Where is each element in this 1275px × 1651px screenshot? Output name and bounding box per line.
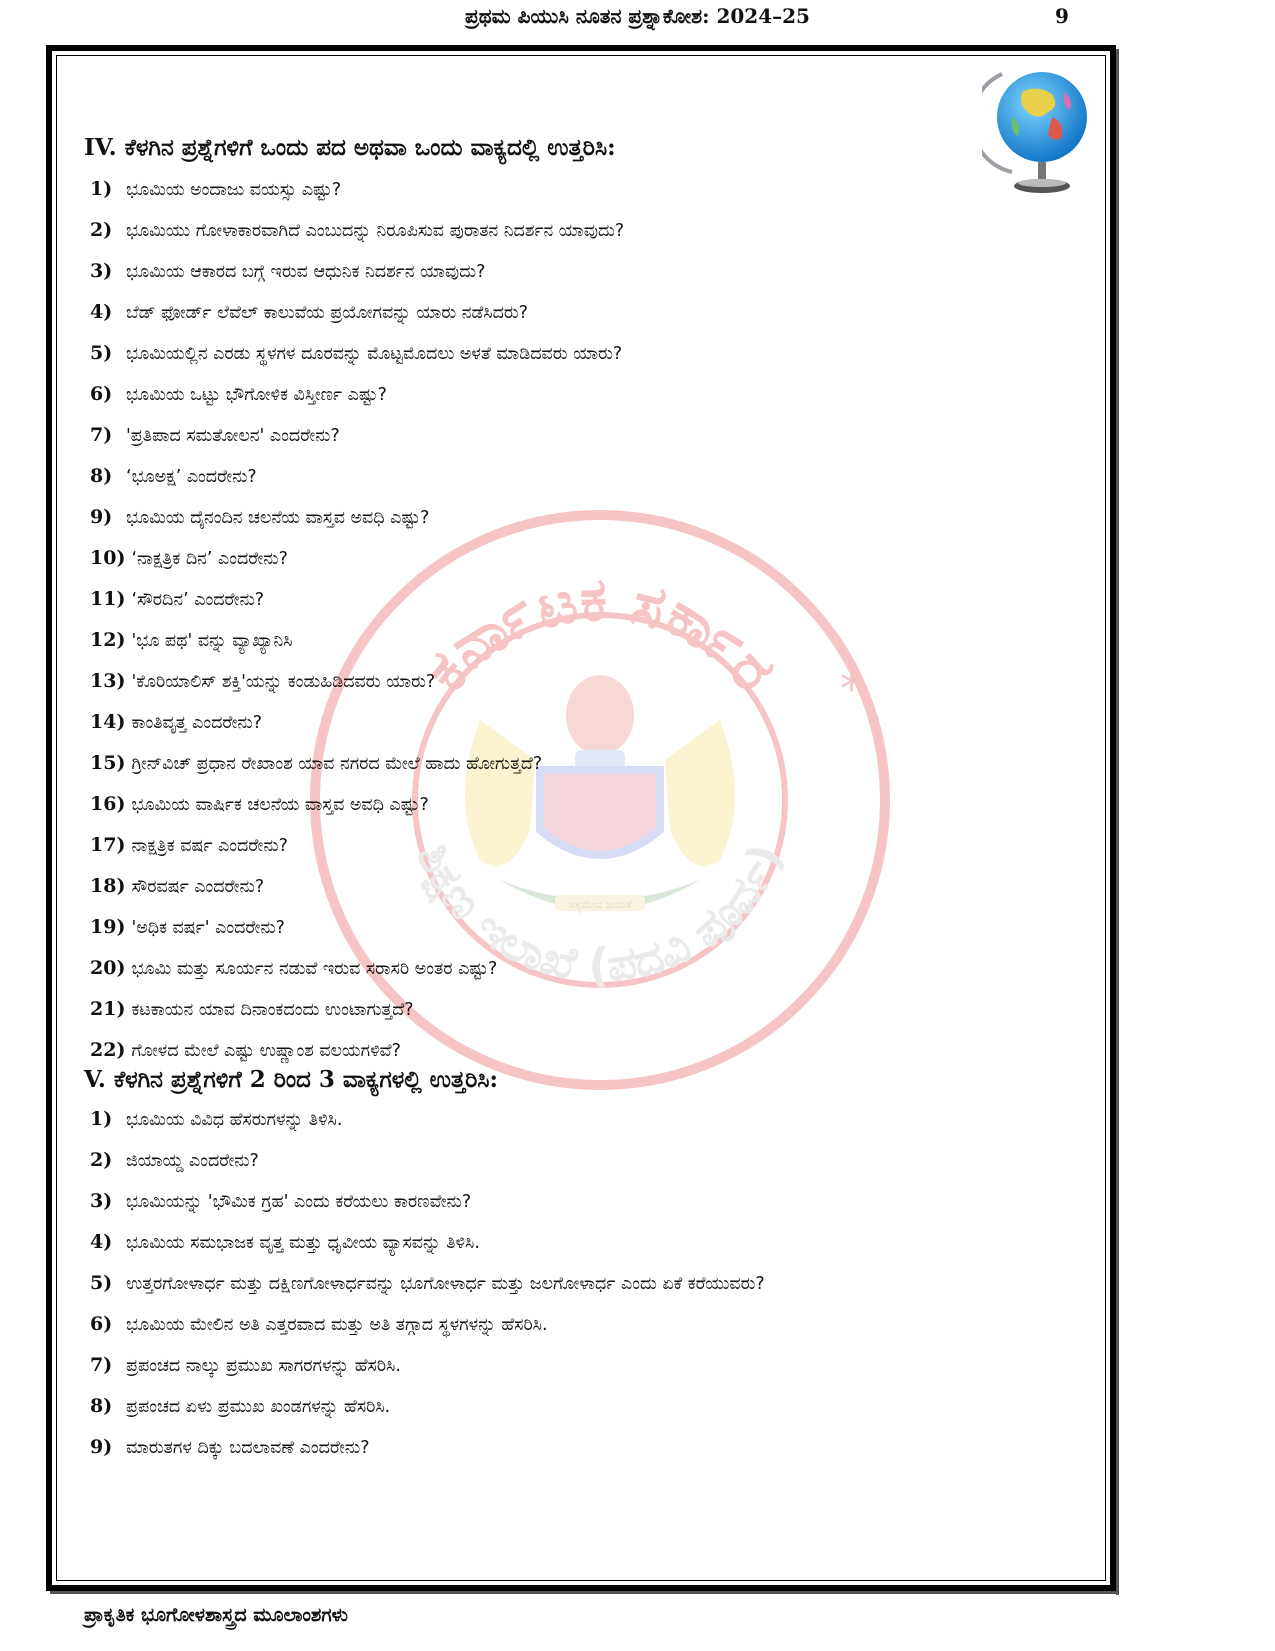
question-item (90, 875, 624, 916)
question-number: 21) (90, 998, 126, 1020)
question-text: 'ಭೂ ಪಥ' ವನ್ನು ವ್ಯಾಖ್ಯಾನಿಸಿ (131, 631, 293, 651)
question-number: 14) (90, 711, 126, 733)
question-number: 6) (90, 383, 113, 405)
question-number: 7) (90, 424, 113, 446)
question-item (90, 1190, 765, 1231)
section-iv-question-list (90, 178, 624, 1080)
question-text: ಜಿಯಾಯ್ಡ ಎಂದರೇನು? (126, 1151, 259, 1171)
question-item (90, 178, 624, 219)
question-item (90, 424, 624, 465)
question-item (90, 793, 624, 834)
question-item (90, 1272, 765, 1313)
question-item (90, 1108, 765, 1149)
question-item (90, 219, 624, 260)
question-text: ಭೂಮಿಯ ವಿವಿಧ ಹೆಸರುಗಳನ್ನು ತಿಳಿಸಿ. (126, 1110, 343, 1130)
section-v-question-list (90, 1108, 765, 1477)
question-text: ಬೆಡ್ ಫೋರ್ಡ್ ಲೆವೆಲ್ ಕಾಲುವೆಯ ಪ್ರಯೋಗವನ್ನು ಯಾರು ನಡೆಸಿದರು? (126, 303, 529, 323)
question-text: ಭೂಮಿಯ ಆಕಾರದ ಬಗ್ಗೆ ಇರುವ ಆಧುನಿಕ ನಿದರ್ಶನ ಯಾವುದು? (126, 262, 486, 282)
question-number: 3) (90, 260, 113, 282)
question-text: ಸೌರವರ್ಷ ಎಂದರೇನು? (131, 877, 265, 897)
question-item (90, 998, 624, 1039)
question-text: ಭೂಮಿಯ ಸಮಭಾಜಕ ವೃತ್ತ ಮತ್ತು ಧೃವೀಯ ವ್ಯಾಸವನ್ನು ತಿಳಿಸಿ. (126, 1233, 480, 1253)
question-item (90, 465, 624, 506)
question-number: 2) (90, 1149, 113, 1171)
question-number: 9) (90, 1436, 113, 1458)
question-number: 2) (90, 219, 113, 241)
question-item (90, 1313, 765, 1354)
section-v-heading: V. ಕೆಳಗಿನ ಪ್ರಶ್ನೆಗಳಿಗೆ 2 ರಿಂದ 3 ವಾಕ್ಯಗಳಲ್ಲಿ ಉತ್ತರಿಸಿ: (84, 1066, 498, 1093)
question-number: 4) (90, 1231, 113, 1253)
question-number: 9) (90, 506, 113, 528)
question-text: ಗ್ರೀನ್‌ವಿಚ್ ಪ್ರಧಾನ ರೇಖಾಂಶ ಯಾವ ನಗರದ ಮೇಲೆ ಹಾದು ಹೋಗುತ್ತದೆ? (131, 754, 543, 774)
question-item (90, 1395, 765, 1436)
question-number: 22) (90, 1039, 126, 1061)
question-item (90, 957, 624, 998)
question-number: 1) (90, 178, 113, 200)
question-text: ಭೂಮಿಯನ್ನು 'ಭೌಮಿಕ ಗ್ರಹ' ಎಂದು ಕರೆಯಲು ಕಾರಣವೇನು? (126, 1192, 472, 1212)
question-text: ಮಾರುತಗಳ ದಿಕ್ಕು ಬದಲಾವಣೆ ಎಂದರೇನು? (126, 1438, 370, 1458)
question-item (90, 342, 624, 383)
question-text: ನಾಕ್ಷತ್ರಿಕ ವರ್ಷ ಎಂದರೇನು? (131, 836, 288, 856)
question-text: ಉತ್ತರಗೋಳಾರ್ಧ ಮತ್ತು ದಕ್ಷಿಣಗೋಳಾರ್ಧವನ್ನು ಭೂಗೋಳಾರ್ಧ ಮತ್ತು ಜಲಗೋಳಾರ್ಧ ಎಂದು ಏಕೆ ಕರೆಯುವರು? (126, 1274, 765, 1294)
question-text: ಭೂಮಿಯು ಗೋಳಾಕಾರವಾಗಿದೆ ಎಂಬುದನ್ನು ನಿರೂಪಿಸುವ ಪುರಾತನ ನಿದರ್ಶನ ಯಾವುದು? (126, 221, 625, 241)
question-number: 15) (90, 752, 126, 774)
question-text: 'ಅಧಿಕ ವರ್ಷ' ಎಂದರೇನು? (131, 918, 285, 938)
question-number: 16) (90, 793, 126, 815)
question-item (90, 670, 624, 711)
question-number: 3) (90, 1190, 113, 1212)
question-number: 6) (90, 1313, 113, 1335)
question-number: 8) (90, 465, 113, 487)
question-number: 17) (90, 834, 126, 856)
question-item (90, 260, 624, 301)
question-text: ಭೂಮಿಯ ಅಂದಾಜು ವಯಸ್ಸು ಎಷ್ಟು? (126, 180, 342, 200)
question-text: 'ಪ್ರತಿಪಾದ ಸಮತೋಲನ' ಎಂದರೇನು? (126, 426, 340, 446)
question-item (90, 506, 624, 547)
question-text: ಭೂಮಿಯಲ್ಲಿನ ಎರಡು ಸ್ಥಳಗಳ ದೂರವನ್ನು ಮೊಟ್ಟಮೊದಲು ಅಳತೆ ಮಾಡಿದವರು ಯಾರು? (126, 344, 623, 364)
question-item (90, 834, 624, 875)
question-number: 12) (90, 629, 126, 651)
question-number: 1) (90, 1108, 113, 1130)
question-item (90, 588, 624, 629)
seal-bottom-lettering: ಶಿಕ್ಷಣ ಇಲಾಖೆ (ಪದವಿ ಪೂರ್ವ) (406, 835, 794, 993)
question-text: ಭೂಮಿಯ ದೈನಂದಿನ ಚಲನೆಯ ವಾಸ್ತವ ಅವಧಿ ಎಷ್ಟು? (126, 508, 430, 528)
globe-image (982, 62, 1100, 202)
question-number: 11) (90, 588, 126, 610)
seal-top-lettering: ಕರ್ನಾಟಕ ಸರ್ಕಾರ (410, 564, 789, 705)
question-text: ಭೂಮಿ ಮತ್ತು ಸೂರ್ಯನ ನಡುವೆ ಇರುವ ಸರಾಸರಿ ಅಂತರ ಎಷ್ಟು? (131, 959, 498, 979)
seal-motto: ಸತ್ಯಮೇವ ಜಯತೆ (568, 898, 632, 911)
question-number: 20) (90, 957, 126, 979)
question-text: ಕಾಂತಿವೃತ್ತ ಎಂದರೇನು? (131, 713, 262, 733)
question-text: ‘ಭೂಅಕ್ಷ’ ಎಂದರೇನು? (126, 467, 257, 487)
page-header-title: ಪ್ರಥಮ ಪಿಯುಸಿ ನೂತನ ಪ್ರಶ್ನಾಕೋಶ: 2024–25 (465, 4, 810, 28)
question-number: 13) (90, 670, 126, 692)
question-number: 19) (90, 916, 126, 938)
question-text: ಕಟಕಾಯನ ಯಾವ ದಿನಾಂಕದಂದು ಉಂಟಾಗುತ್ತದೆ? (131, 1000, 414, 1020)
question-item (90, 1436, 765, 1477)
question-number: 10) (90, 547, 126, 569)
section-iv-heading: IV. ಕೆಳಗಿನ ಪ್ರಶ್ನೆಗಳಿಗೆ ಒಂದು ಪದ ಅಥವಾ ಒಂದು ವಾಕ್ಯದಲ್ಲಿ ಉತ್ತರಿಸಿ: (84, 134, 616, 161)
question-text: ಪ್ರಪಂಚದ ಏಳು ಪ್ರಮುಖ ಖಂಡಗಳನ್ನು ಹೆಸರಿಸಿ. (126, 1397, 391, 1417)
page-number: 9 (1055, 4, 1069, 28)
question-text: ‘ಸೌರದಿನ’ ಎಂದರೇನು? (131, 590, 265, 610)
question-text: ‘ನಾಕ್ಷತ್ರಿಕ ದಿನ’ ಎಂದರೇನು? (131, 549, 288, 569)
question-item (90, 752, 624, 793)
question-number: 5) (90, 1272, 113, 1294)
question-text: ಗೋಳದ ಮೇಲೆ ಎಷ್ಟು ಉಷ್ಣಾಂಶ ವಲಯಗಳಿವೆ? (131, 1041, 401, 1061)
question-item (90, 629, 624, 670)
question-item (90, 547, 624, 588)
question-number: 5) (90, 342, 113, 364)
question-item (90, 383, 624, 424)
question-number: 4) (90, 301, 113, 323)
question-text: 'ಕೊರಿಯಾಲಿಸ್ ಶಕ್ತಿ'ಯನ್ನು ಕಂಡುಹಿಡಿದವರು ಯಾರು? (131, 672, 436, 692)
frame-shadow-bottom (50, 1591, 1119, 1594)
question-text: ಭೂಮಿಯ ವಾರ್ಷಿಕ ಚಲನೆಯ ವಾಸ್ತವ ಅವಧಿ ಎಷ್ಟು? (131, 795, 429, 815)
question-item (90, 1231, 765, 1272)
question-text: ಭೂಮಿಯ ಮೇಲಿನ ಅತಿ ಎತ್ತರವಾದ ಮತ್ತು ಅತಿ ತಗ್ಗಾದ ಸ್ಥಳಗಳನ್ನು ಹೆಸರಿಸಿ. (126, 1315, 548, 1335)
frame-shadow-right (1116, 49, 1119, 1595)
page-footer: ಪ್ರಾಕೃತಿಕ ಭೂಗೋಳಶಾಸ್ತ್ರದ ಮೂಲಾಂಶಗಳು (84, 1604, 348, 1626)
question-item (90, 301, 624, 342)
question-item (90, 916, 624, 957)
question-number: 18) (90, 875, 126, 897)
question-item (90, 711, 624, 752)
question-number: 7) (90, 1354, 113, 1376)
question-number: 8) (90, 1395, 113, 1417)
svg-text:*: * (840, 662, 863, 716)
question-text: ಭೂಮಿಯ ಒಟ್ಟು ಭೌಗೋಳಿಕ ವಿಸ್ತೀರ್ಣ ಎಷ್ಟು? (126, 385, 387, 405)
question-text: ಪ್ರಪಂಚದ ನಾಲ್ಕು ಪ್ರಮುಖ ಸಾಗರಗಳನ್ನು ಹೆಸರಿಸಿ. (126, 1356, 401, 1376)
question-item (90, 1149, 765, 1190)
question-item (90, 1354, 765, 1395)
